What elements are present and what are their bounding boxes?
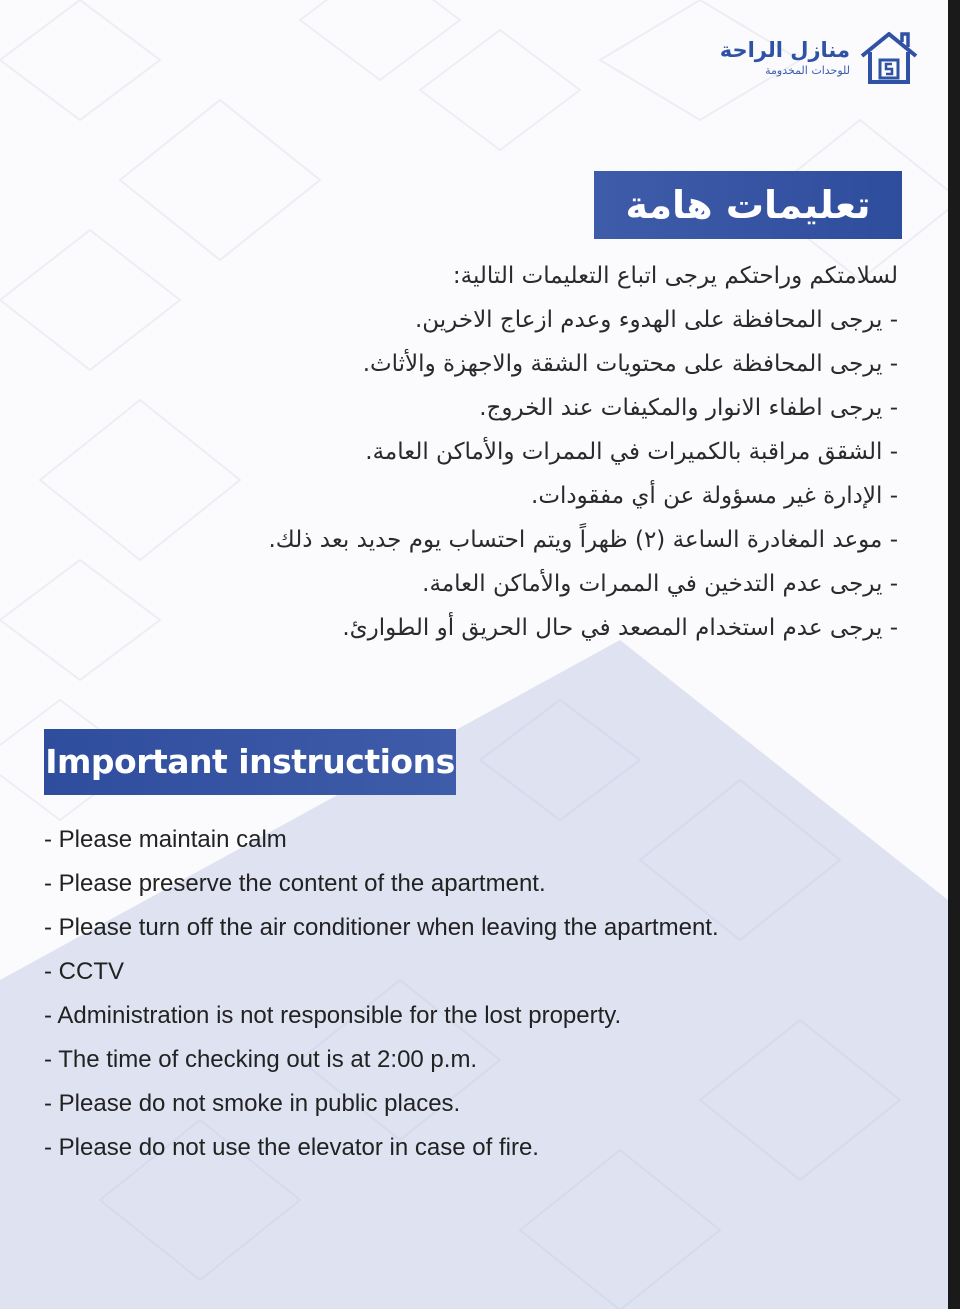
english-heading: Important instructions (44, 729, 456, 795)
list-item: - Please do not smoke in public places. (44, 1090, 461, 1117)
brand-logo (720, 28, 920, 88)
english-instructions-list (44, 818, 904, 1170)
list-item: - يرجى عدم استخدام المصعد في حال الحريق أو الطوارئ. (342, 615, 898, 641)
arabic-instructions-list (198, 254, 898, 650)
house-icon (858, 28, 920, 88)
logo-text (720, 37, 850, 79)
list-item: - يرجى المحافظة على محتويات الشقة والاجهزة والأثاث. (362, 351, 898, 377)
arabic-intro: لسلامتكم وراحتكم يرجى اتباع التعليمات التالية: (452, 263, 898, 289)
list-item: - موعد المغادرة الساعة (٢) ظهراً ويتم احتساب يوم جديد بعد ذلك. (268, 527, 898, 553)
arabic-heading: تعليمات هامة (594, 171, 902, 239)
list-item: - يرجى المحافظة على الهدوء وعدم ازعاج الاخرين. (414, 307, 898, 333)
list-item: - يرجى عدم التدخين في الممرات والأماكن العامة. (422, 571, 898, 597)
list-item: - Administration is not responsible for the lost property. (44, 1002, 622, 1029)
list-item: - Please turn off the air conditioner when leaving the apartment. (44, 914, 719, 941)
list-item: - الإدارة غير مسؤولة عن أي مفقودات. (531, 483, 898, 509)
logo-subtitle: للوحدات المخدومة (765, 64, 850, 77)
list-item: - Please maintain calm (44, 826, 287, 853)
list-item: - الشقق مراقبة بالكميرات في الممرات والأماكن العامة. (365, 439, 898, 465)
list-item: - The time of checking out is at 2:00 p.m. (44, 1046, 478, 1073)
list-item: - يرجى اطفاء الانوار والمكيفات عند الخروج. (479, 395, 898, 421)
list-item: - Please preserve the content of the apartment. (44, 870, 546, 897)
list-item: - Please do not use the elevator in case of fire. (44, 1134, 539, 1161)
list-item: - CCTV (44, 958, 124, 985)
logo-title: منازل الراحة (719, 38, 850, 62)
